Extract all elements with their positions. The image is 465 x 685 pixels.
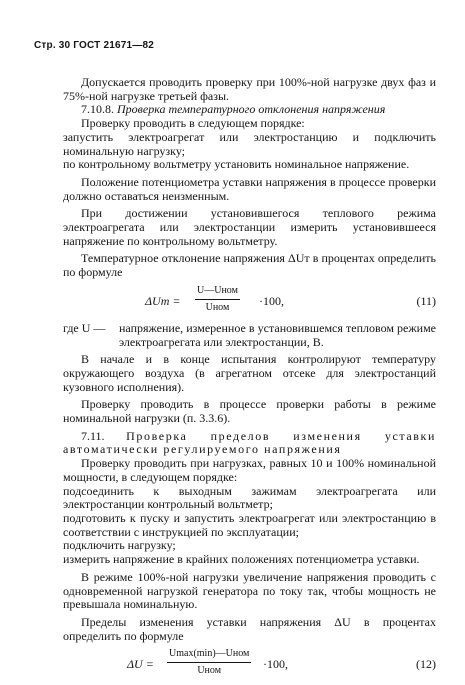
paragraph-setpoint-limits: Пределы изменения уставки напряжения ΔU в процентах определить по формуле <box>63 614 436 643</box>
formula-11-number: (11) <box>416 293 436 308</box>
formula-11-denominator: Uном <box>205 301 230 313</box>
paragraph-ambient-temp: В начале и в конце испытания контролируют температуру окружающего воздуха (в агрегатном отсеке для электростанций кузовного исполнения). <box>63 352 436 394</box>
where-lead: где U — <box>63 320 106 335</box>
paragraph-potentiometer: Положение потенциометра уставки напряжения в процессе проверки должно оставаться неизменным. <box>63 174 436 203</box>
formula-12-lhs: ΔU = <box>127 657 154 672</box>
paragraph-thermal-mode: При достижении установившегося теплового режима электроагрегата или электростанции измерить установившееся напряжение по контрольному вольтметру. <box>63 206 436 248</box>
section-number: 7.10.8. <box>81 102 114 117</box>
page-header: Стр. 30 ГОСТ 21671—82 <box>34 40 154 51</box>
paragraph-phase-load: Допускается проводить проверку при 100%-ной нагрузке двух фаз и 75%-ной нагрузке третьей фазы. <box>63 75 436 103</box>
formula-11-tail: ·100, <box>259 293 284 308</box>
paragraph-prepare-start: подготовить к пуску и запустить электроагрегат или электростанцию в соответствии с инструкцией по эксплуатации; <box>63 510 436 539</box>
paragraph-set-voltage: по контрольному вольтметру установить номинальное напряжение. <box>63 157 410 172</box>
paragraph-order: Проверку проводить в следующем порядке: <box>81 116 305 131</box>
paragraph-temp-deviation: Температурное отклонение напряжения ΔUт в процентах определить по формуле <box>63 251 436 280</box>
paragraph-connect-voltmeter: подсоединить к выходным зажимам электроагрегата или электростанции контрольный вольтметр; <box>63 483 436 512</box>
formula-12-number: (12) <box>416 657 436 672</box>
paragraph-connect-load: подключить нагрузку; <box>63 538 176 553</box>
formula-12-fraction <box>167 647 251 677</box>
formula-11-fraction <box>195 284 240 314</box>
section-heading-7-10-8 <box>63 103 436 117</box>
formula-12-numerator: Umax(min)—Uном <box>167 647 251 663</box>
paragraph-measure-voltage: измерить напряжение в крайних положениях потенциометра уставки. <box>63 552 420 567</box>
section-title: Проверка температурного отклонения напряжения <box>117 102 386 117</box>
where-definition <box>63 322 436 349</box>
where-text: напряжение, измеренное в установившемся тепловом режиме электроагрегата или электростанции, В. <box>119 320 436 349</box>
formula-11-numerator: U—Uном <box>195 284 240 300</box>
formula-11-lhs: ΔUт = <box>145 293 181 308</box>
section-number: 7.11. <box>81 428 105 443</box>
section-heading-7-11 <box>63 430 436 457</box>
formula-12 <box>63 647 436 683</box>
paragraph-nominal-load: Проверку проводить в процессе проверки работы в режиме номинальной нагрузки (п. 3.3.6). <box>63 397 436 426</box>
paragraph-start-unit: запустить электроагрегат или электростанцию и подключить номинальную нагрузку; <box>63 129 436 158</box>
formula-12-denominator: Uном <box>197 665 222 677</box>
page-content <box>63 76 436 685</box>
paragraph-loads: Проверку проводить при нагрузках, равных 10 и 100% номинальной мощности, в следующем порядке: <box>63 456 436 484</box>
section-title: Проверка пределов изменения уставки автоматически регулируемого напряжения <box>63 428 436 457</box>
paragraph-full-load-mode: В режиме 100%-ной нагрузки увеличение напряжения проводить с одновременной нагрузкой генератора по току так, чтобы мощность не превышала номинальную. <box>63 569 436 612</box>
formula-11 <box>63 284 436 320</box>
formula-12-tail: ·100, <box>263 657 288 672</box>
